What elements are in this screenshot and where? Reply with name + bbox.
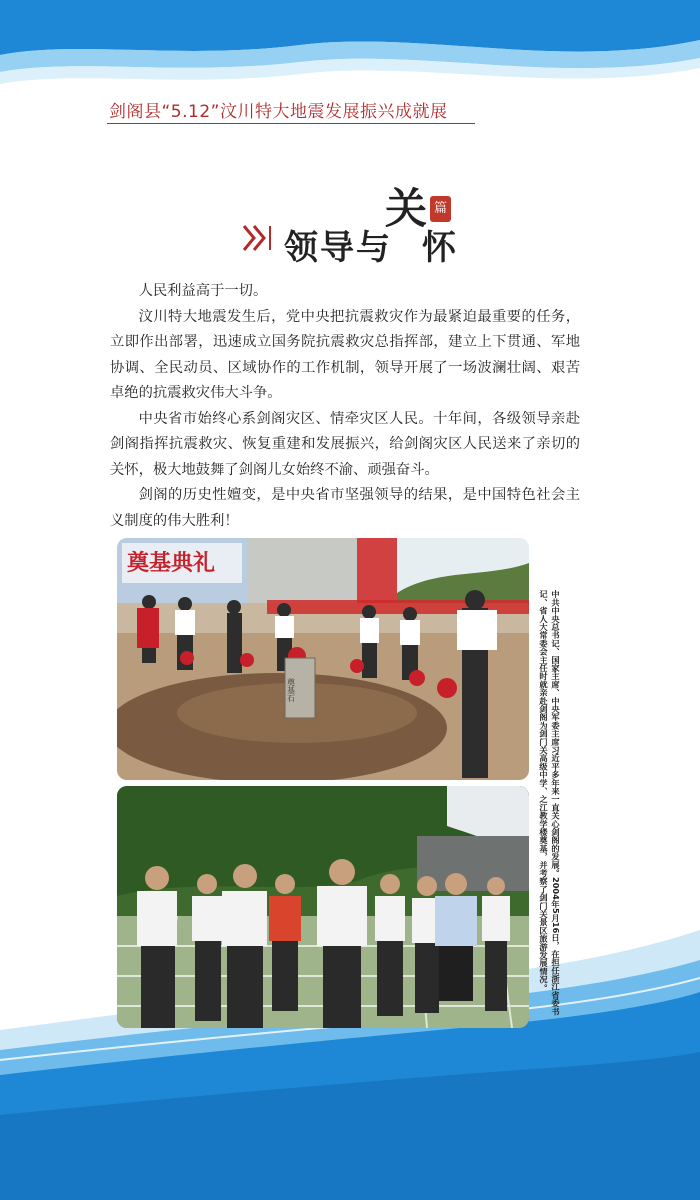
section-title-last-char: 怀 bbox=[422, 228, 456, 268]
groundbreaking-ceremony-photo bbox=[117, 538, 529, 780]
foundation-stone-text: 奠基石 bbox=[286, 678, 296, 702]
paragraph: 人民利益高于一切。 bbox=[138, 283, 268, 299]
inspection-visit-photo bbox=[117, 786, 529, 1028]
title-underline bbox=[107, 123, 475, 124]
paragraph: 中央省市始终心系剑阁灾区、情牵灾区人民。十年间，各级领导亲赴剑阁指挥抗震救灾、恢复重建和发展振兴，给剑阁灾区人民送来了亲切的关怀，极大地鼓舞了剑阁儿女始终不渝、顽强奋斗。 bbox=[110, 410, 580, 478]
seal-stamp: 篇 bbox=[430, 196, 451, 222]
exhibition-title: 剑阁县“5.12”汶川特大地震发展振兴成就展 bbox=[109, 102, 448, 122]
section-title-big-char: 关 bbox=[385, 184, 428, 233]
paragraph: 剑阁的历史性嬗变，是中央省市坚强领导的结果，是中国特色社会主义制度的伟大胜利！ bbox=[110, 487, 580, 529]
body-text bbox=[110, 279, 580, 534]
section-title-prefix: 领导与 bbox=[284, 228, 392, 268]
ceremony-banner-text: 奠基典礼 bbox=[127, 550, 216, 576]
paragraph: 汶川特大地震发生后，党中央把抗震救灾作为最紧迫最重要的任务，立即作出部署，迅速成立国务院抗震救灾总指挥部，建立上下贯通、军地协调、全民动员、区域协作的工作机制，领导开展了一场波澜壮阔、艰苦卓绝的抗震救灾伟大斗争。 bbox=[110, 308, 580, 401]
double-chevron-icon bbox=[240, 220, 276, 256]
photo-caption: 中共中央总书记、国家主席、中央军委主席习近平多年来一直关心剑阁的发展。2004年5月16日，在担任浙江省委书记、省人大常委会主任时就亲赴剑阁为剑门关高级中学、之江教学楼奠基，并考察了剑门关景区旅游发展情况。 bbox=[539, 590, 561, 1016]
